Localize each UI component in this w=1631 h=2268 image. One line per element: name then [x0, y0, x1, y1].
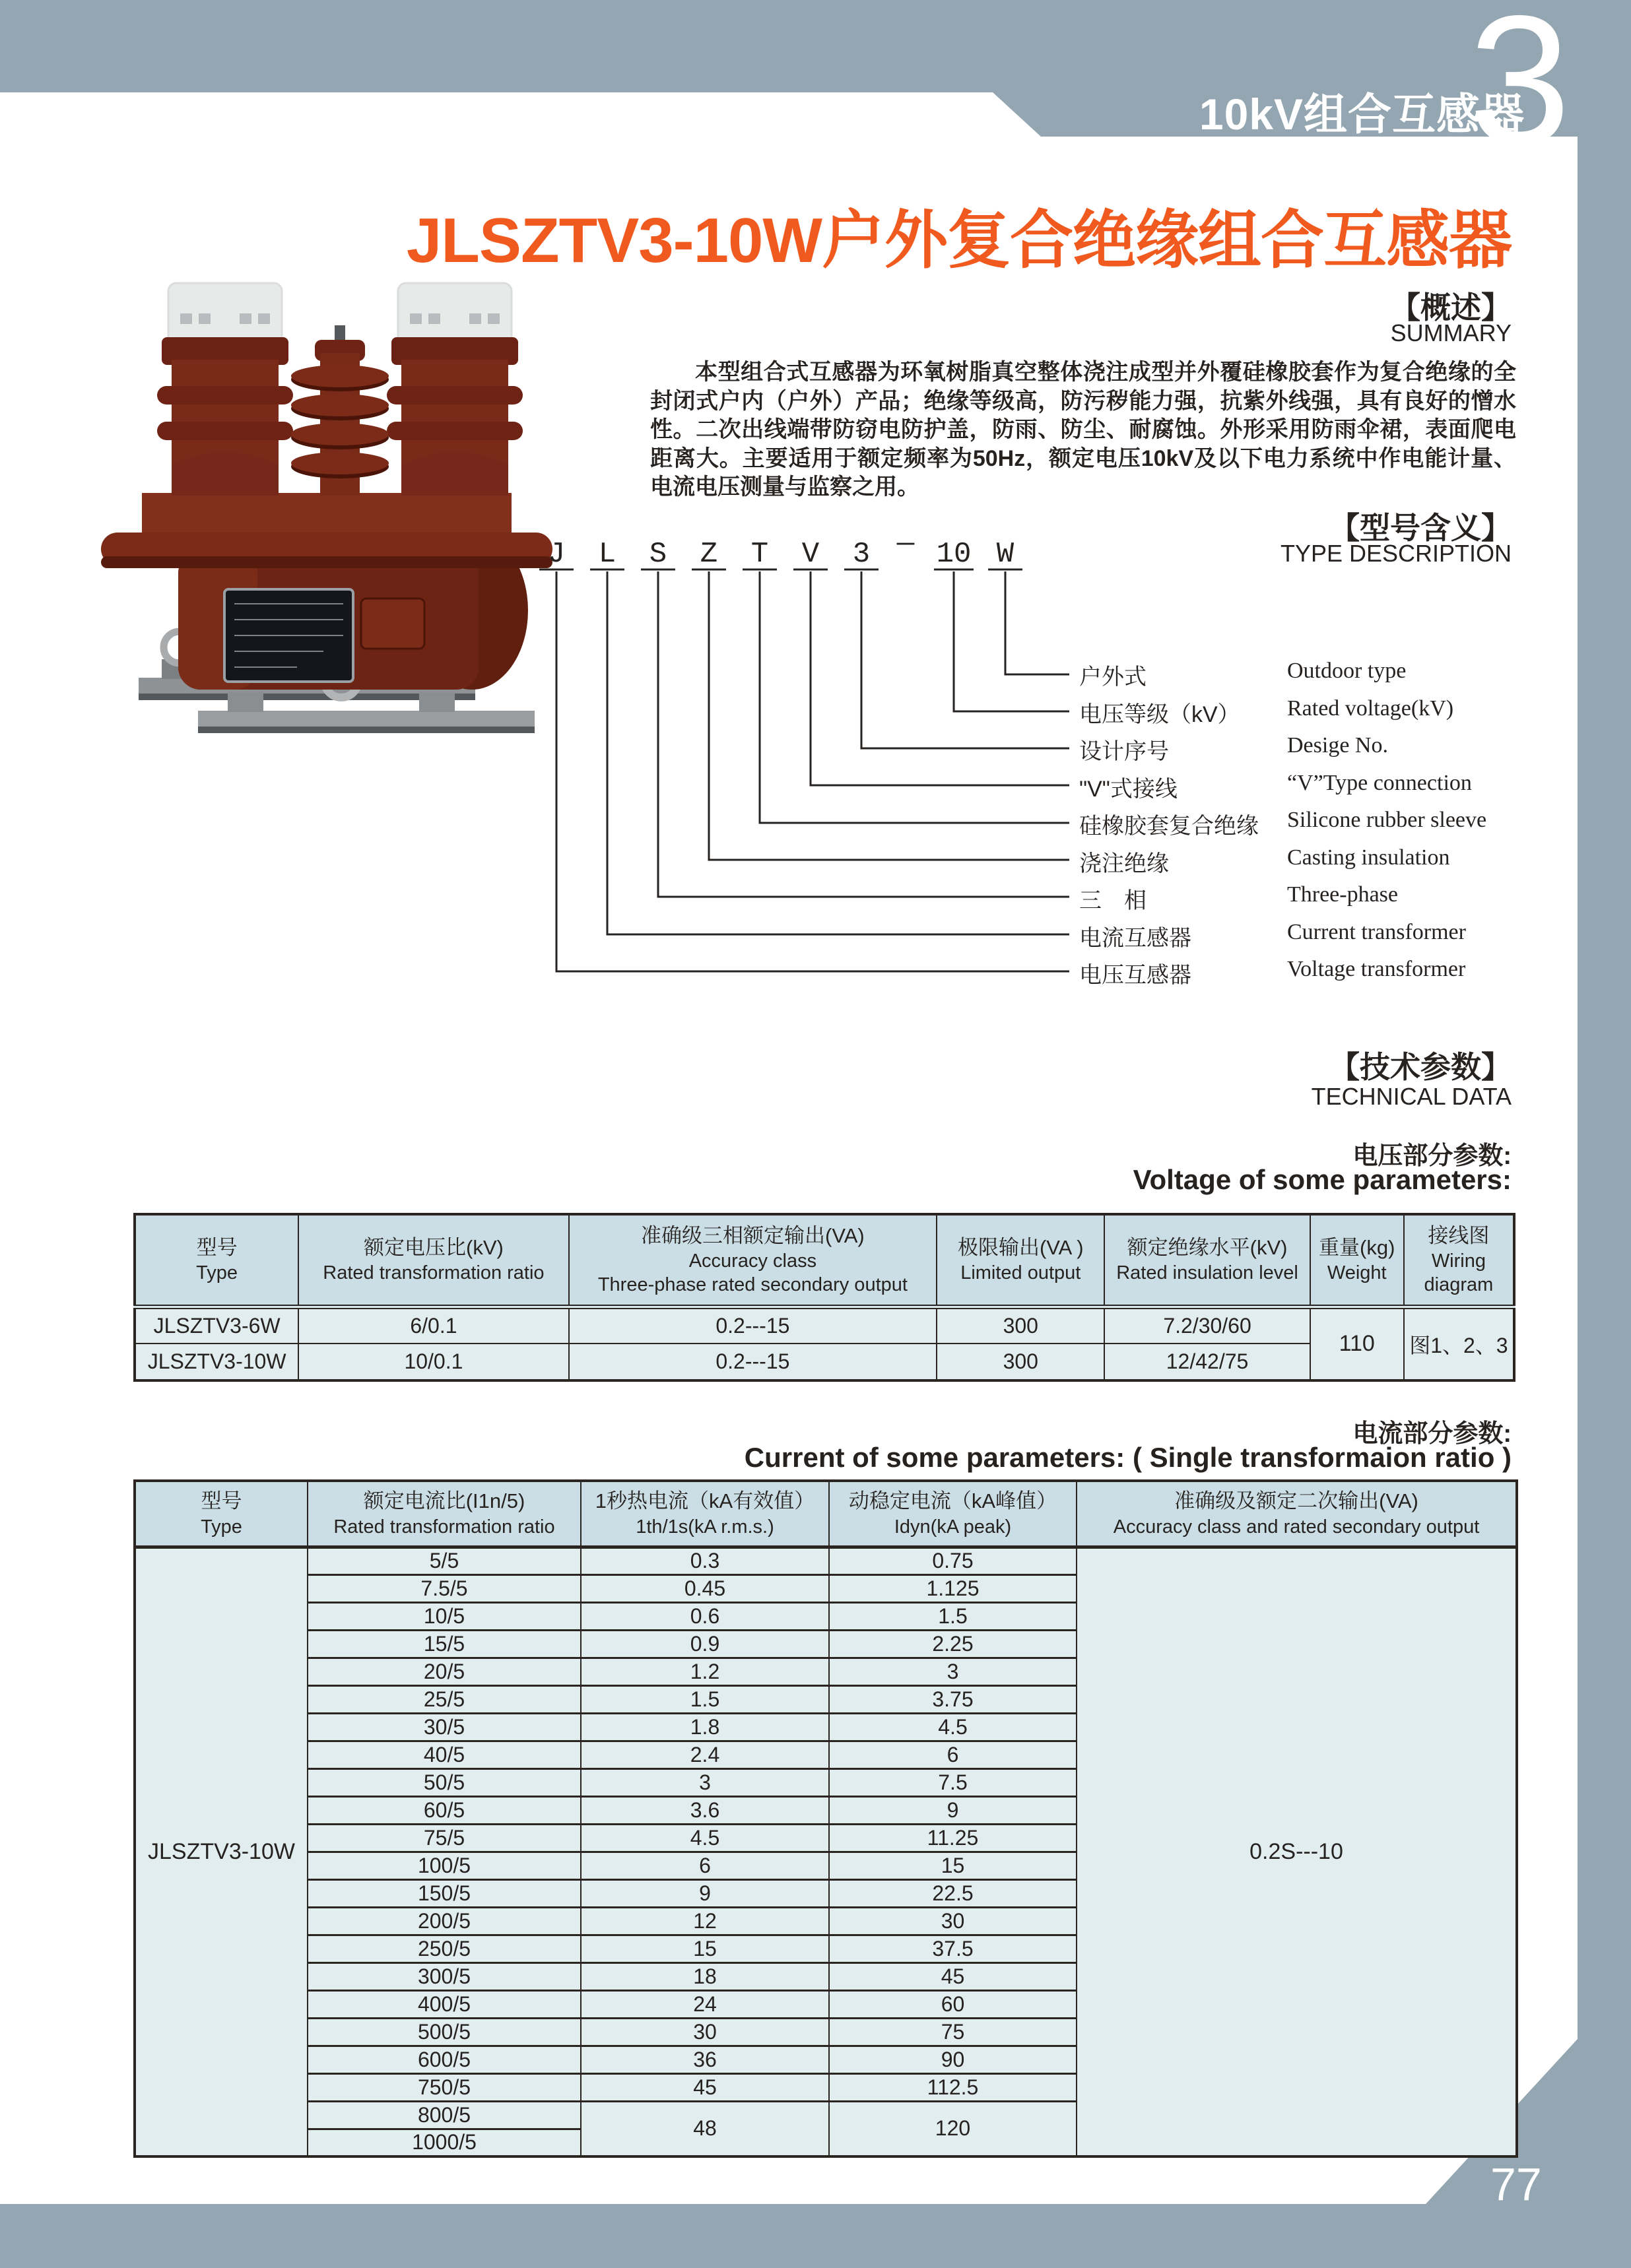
- table-cell: 300: [937, 1307, 1104, 1344]
- table-cell: 90: [829, 2046, 1077, 2073]
- header-title: 10kV组合互感器: [1199, 90, 1525, 139]
- table-cell: 2.4: [581, 1741, 829, 1768]
- table-cell: 6: [581, 1852, 829, 1879]
- code-letter: L: [598, 538, 616, 571]
- table-cell: 0.3: [581, 1547, 829, 1574]
- summary-heading-cn: 【概述】: [1390, 290, 1512, 325]
- type-meaning-en: Silicone rubber sleeve: [1287, 808, 1487, 832]
- table-cell: 600/5: [308, 2046, 581, 2073]
- voltage-params-label-en: Voltage of some parameters:: [1133, 1164, 1512, 1195]
- table-cell: 250/5: [308, 1935, 581, 1962]
- code-letter: 10: [936, 538, 972, 571]
- current-params-label-cn: 电流部分参数:: [1352, 1420, 1512, 1448]
- type-meaning-en: Current transformer: [1287, 920, 1466, 944]
- table-cell: 0.45: [581, 1574, 829, 1602]
- table-cell: 400/5: [308, 1990, 581, 2018]
- table-cell: 800/5: [308, 2101, 581, 2129]
- bushing-tower: [387, 283, 523, 496]
- code-letter: 3: [852, 538, 871, 571]
- table-cell: 7.2/30/60: [1104, 1307, 1310, 1344]
- code-letter: S: [649, 538, 667, 571]
- voltage-params-label-cn: 电压部分参数:: [1352, 1142, 1512, 1170]
- code-letter: Z: [700, 538, 718, 571]
- table-cell: 25/5: [308, 1685, 581, 1713]
- table-cell: 1000/5: [308, 2129, 581, 2156]
- table-cell: 60: [829, 1990, 1077, 2018]
- table-cell: 10/0.1: [298, 1344, 568, 1380]
- summary-paragraph: 本型组合式互感器为环氧树脂真空整体浇注成型并外覆硅橡胶套作为复合绝缘的全封闭式户内（户外）产品；绝缘等级高，防污秽能力强，抗紫外线强，具有良好的憎水性。二次出线端带防窃电防护盖，防雨、防尘、耐腐蚀。外形采用防雨伞裙，表面爬电距离大。主要适用于额定频率为50Hz，额定电压10kV及以下电力系统中作电能计量、电流电压测量与监察之用。: [650, 360, 1516, 500]
- current-params-label-en: Current of some parameters: ( Single transformaion ratio ): [744, 1442, 1512, 1473]
- table-header-row: [135, 1214, 1514, 1307]
- type-description-heading-cn: 【型号含义】: [1329, 511, 1512, 545]
- type-meaning-en: Desige No.: [1287, 733, 1388, 758]
- table-cell: 0.9: [581, 1630, 829, 1658]
- code-letter: W: [996, 538, 1015, 571]
- code-line: [1005, 571, 1069, 674]
- table-cell: 300/5: [308, 1962, 581, 1990]
- table-cell: 3.75: [829, 1685, 1077, 1713]
- type-meaning-cn: 电流互感器: [1079, 926, 1191, 951]
- table-cell: JLSZTV3-10W: [135, 1344, 298, 1380]
- technical-heading-cn: 【技术参数】: [1329, 1050, 1512, 1084]
- type-meaning-cn: 三 相: [1079, 888, 1147, 913]
- table-row: [135, 1344, 1514, 1380]
- table-cell: 45: [581, 2073, 829, 2101]
- table-cell: 9: [829, 1796, 1077, 1824]
- table-cell: 9: [581, 1879, 829, 1907]
- table-cell: 11.25: [829, 1824, 1077, 1852]
- table-cell: 22.5: [829, 1879, 1077, 1907]
- table-cell: 40/5: [308, 1741, 581, 1768]
- flange: [101, 493, 552, 568]
- table-cell: 100/5: [308, 1852, 581, 1879]
- type-meaning-en: “V”Type connection: [1287, 771, 1472, 795]
- table-cell: 3: [581, 1768, 829, 1796]
- code-letter: T: [750, 538, 769, 571]
- table-cell: 3.6: [581, 1796, 829, 1824]
- accuracy-merged-cell: 0.2S---10: [1077, 1547, 1517, 2156]
- column-header: 接线图 Wiring diagram: [1404, 1214, 1514, 1307]
- type-meaning-cn: 电压等级（kV）: [1079, 702, 1240, 727]
- type-meaning-cn: 浇注绝缘: [1079, 851, 1169, 876]
- table-cell: 30/5: [308, 1713, 581, 1741]
- table-cell: 4.5: [581, 1824, 829, 1852]
- table-cell: 2.25: [829, 1630, 1077, 1658]
- column-header: 1秒热电流（kA有效值） 1th/1s(kA r.m.s.): [581, 1481, 829, 1547]
- code-line: [658, 571, 1069, 897]
- table-cell: 12: [581, 1907, 829, 1935]
- column-header: 型号 Type: [135, 1214, 298, 1307]
- code-separator: —: [896, 531, 915, 560]
- table-cell: 75: [829, 2018, 1077, 2046]
- table-cell: 20/5: [308, 1658, 581, 1685]
- wiring-merged-cell: 图1、2、3: [1404, 1307, 1514, 1380]
- table-cell: 30: [829, 1907, 1077, 1935]
- table-cell: 150/5: [308, 1879, 581, 1907]
- table-cell: 7.5: [829, 1768, 1077, 1796]
- page-title: JLSZTV3-10W户外复合绝缘组合互感器: [406, 205, 1512, 276]
- center-bushing: [291, 325, 389, 496]
- table-cell: JLSZTV3-6W: [135, 1307, 298, 1344]
- table-row: [135, 1307, 1514, 1344]
- type-meaning-en: Rated voltage(kV): [1287, 696, 1454, 721]
- code-letter: J: [547, 538, 566, 571]
- table-cell: 0.2---15: [569, 1307, 937, 1344]
- table-cell: 37.5: [829, 1935, 1077, 1962]
- column-header: 动稳定电流（kA峰值） Idyn(kA peak): [829, 1481, 1077, 1547]
- table-cell: 1.2: [581, 1658, 829, 1685]
- code-letters: [548, 531, 1015, 571]
- voltage-table: [133, 1213, 1515, 1382]
- table-cell: 500/5: [308, 2018, 581, 2046]
- technical-heading-en: TECHNICAL DATA: [1311, 1083, 1512, 1110]
- type-meaning-en: Casting insulation: [1287, 845, 1450, 870]
- page-number: 77: [1490, 2158, 1542, 2210]
- table-cell: 5/5: [308, 1547, 581, 1574]
- table-cell: 6/0.1: [298, 1307, 568, 1344]
- table-cell: 6: [829, 1741, 1077, 1768]
- table-cell: 1.125: [829, 1574, 1077, 1602]
- table-cell: 1.5: [581, 1685, 829, 1713]
- summary-heading-en: SUMMARY: [1390, 319, 1512, 346]
- code-letter: V: [801, 538, 820, 571]
- type-meaning-cn: 硅橡胶套复合绝缘: [1079, 814, 1259, 839]
- table-cell: 24: [581, 1990, 829, 2018]
- type-merged-cell: JLSZTV3-10W: [135, 1547, 308, 2156]
- table-cell: 48: [581, 2101, 829, 2156]
- table-cell: 50/5: [308, 1768, 581, 1796]
- column-header: 重量(kg) Weight: [1310, 1214, 1404, 1307]
- table-cell: 75/5: [308, 1824, 581, 1852]
- column-header: 型号 Type: [135, 1481, 308, 1547]
- table-cell: 7.5/5: [308, 1574, 581, 1602]
- table-cell: 3: [829, 1658, 1077, 1685]
- table-cell: 200/5: [308, 1907, 581, 1935]
- code-line: [954, 571, 1069, 711]
- column-header: 极限输出(VA ) Limited output: [937, 1214, 1104, 1307]
- column-header: 额定电压比(kV) Rated transformation ratio: [298, 1214, 568, 1307]
- table-cell: 36: [581, 2046, 829, 2073]
- type-meaning-en: Outdoor type: [1287, 659, 1407, 683]
- table-cell: 0.6: [581, 1602, 829, 1630]
- code-line: [607, 571, 1069, 934]
- column-header: 准确级及额定二次输出(VA) Accuracy class and rated secondary output: [1077, 1481, 1517, 1547]
- column-header: 额定电流比(I1n/5) Rated transformation ratio: [308, 1481, 581, 1547]
- table-cell: 10/5: [308, 1602, 581, 1630]
- table-cell: 1.5: [829, 1602, 1077, 1630]
- code-line: [709, 571, 1069, 860]
- type-code-diagram: [515, 531, 1082, 993]
- bushing-tower: [157, 283, 293, 496]
- table-cell: 15: [829, 1852, 1077, 1879]
- table-cell: 12/42/75: [1104, 1344, 1310, 1380]
- right-sidebar-band: [1578, 0, 1631, 2268]
- chapter-number: 3: [1469, 0, 1571, 182]
- type-meaning-cn: "V"式接线: [1079, 777, 1178, 802]
- table-cell: 120: [829, 2101, 1077, 2156]
- table-cell: 300: [937, 1344, 1104, 1380]
- table-cell: 15: [581, 1935, 829, 1962]
- type-description-heading-en: TYPE DESCRIPTION: [1280, 540, 1512, 567]
- table-header-row: [135, 1481, 1517, 1547]
- table-cell: 0.2---15: [569, 1344, 937, 1380]
- table-row: [135, 1547, 1517, 1574]
- table-cell: 0.75: [829, 1547, 1077, 1574]
- code-connector-lines: [556, 571, 1069, 971]
- weight-merged-cell: 110: [1310, 1307, 1404, 1380]
- table-cell: 30: [581, 2018, 829, 2046]
- current-table: [133, 1479, 1518, 2158]
- type-meaning-en: Voltage transformer: [1287, 957, 1466, 981]
- code-line: [811, 571, 1069, 785]
- column-header: 额定绝缘水平(kV) Rated insulation level: [1104, 1214, 1310, 1307]
- type-meaning-en: Three-phase: [1287, 882, 1399, 907]
- table-cell: 15/5: [308, 1630, 581, 1658]
- table-cell: 1.8: [581, 1713, 829, 1741]
- code-line: [556, 571, 1069, 971]
- type-meaning-cn: 电压互感器: [1079, 963, 1191, 988]
- table-cell: 18: [581, 1962, 829, 1990]
- table-cell: 4.5: [829, 1713, 1077, 1741]
- type-meaning-cn: 设计序号: [1079, 739, 1169, 764]
- table-cell: 750/5: [308, 2073, 581, 2101]
- type-meaning-cn: 户外式: [1079, 664, 1147, 690]
- code-line: [861, 571, 1069, 748]
- table-cell: 60/5: [308, 1796, 581, 1824]
- table-cell: 45: [829, 1962, 1077, 1990]
- column-header: 准确级三相额定输出(VA) Accuracy class Three-phase rated secondary output: [569, 1214, 937, 1307]
- table-cell: 112.5: [829, 2073, 1077, 2101]
